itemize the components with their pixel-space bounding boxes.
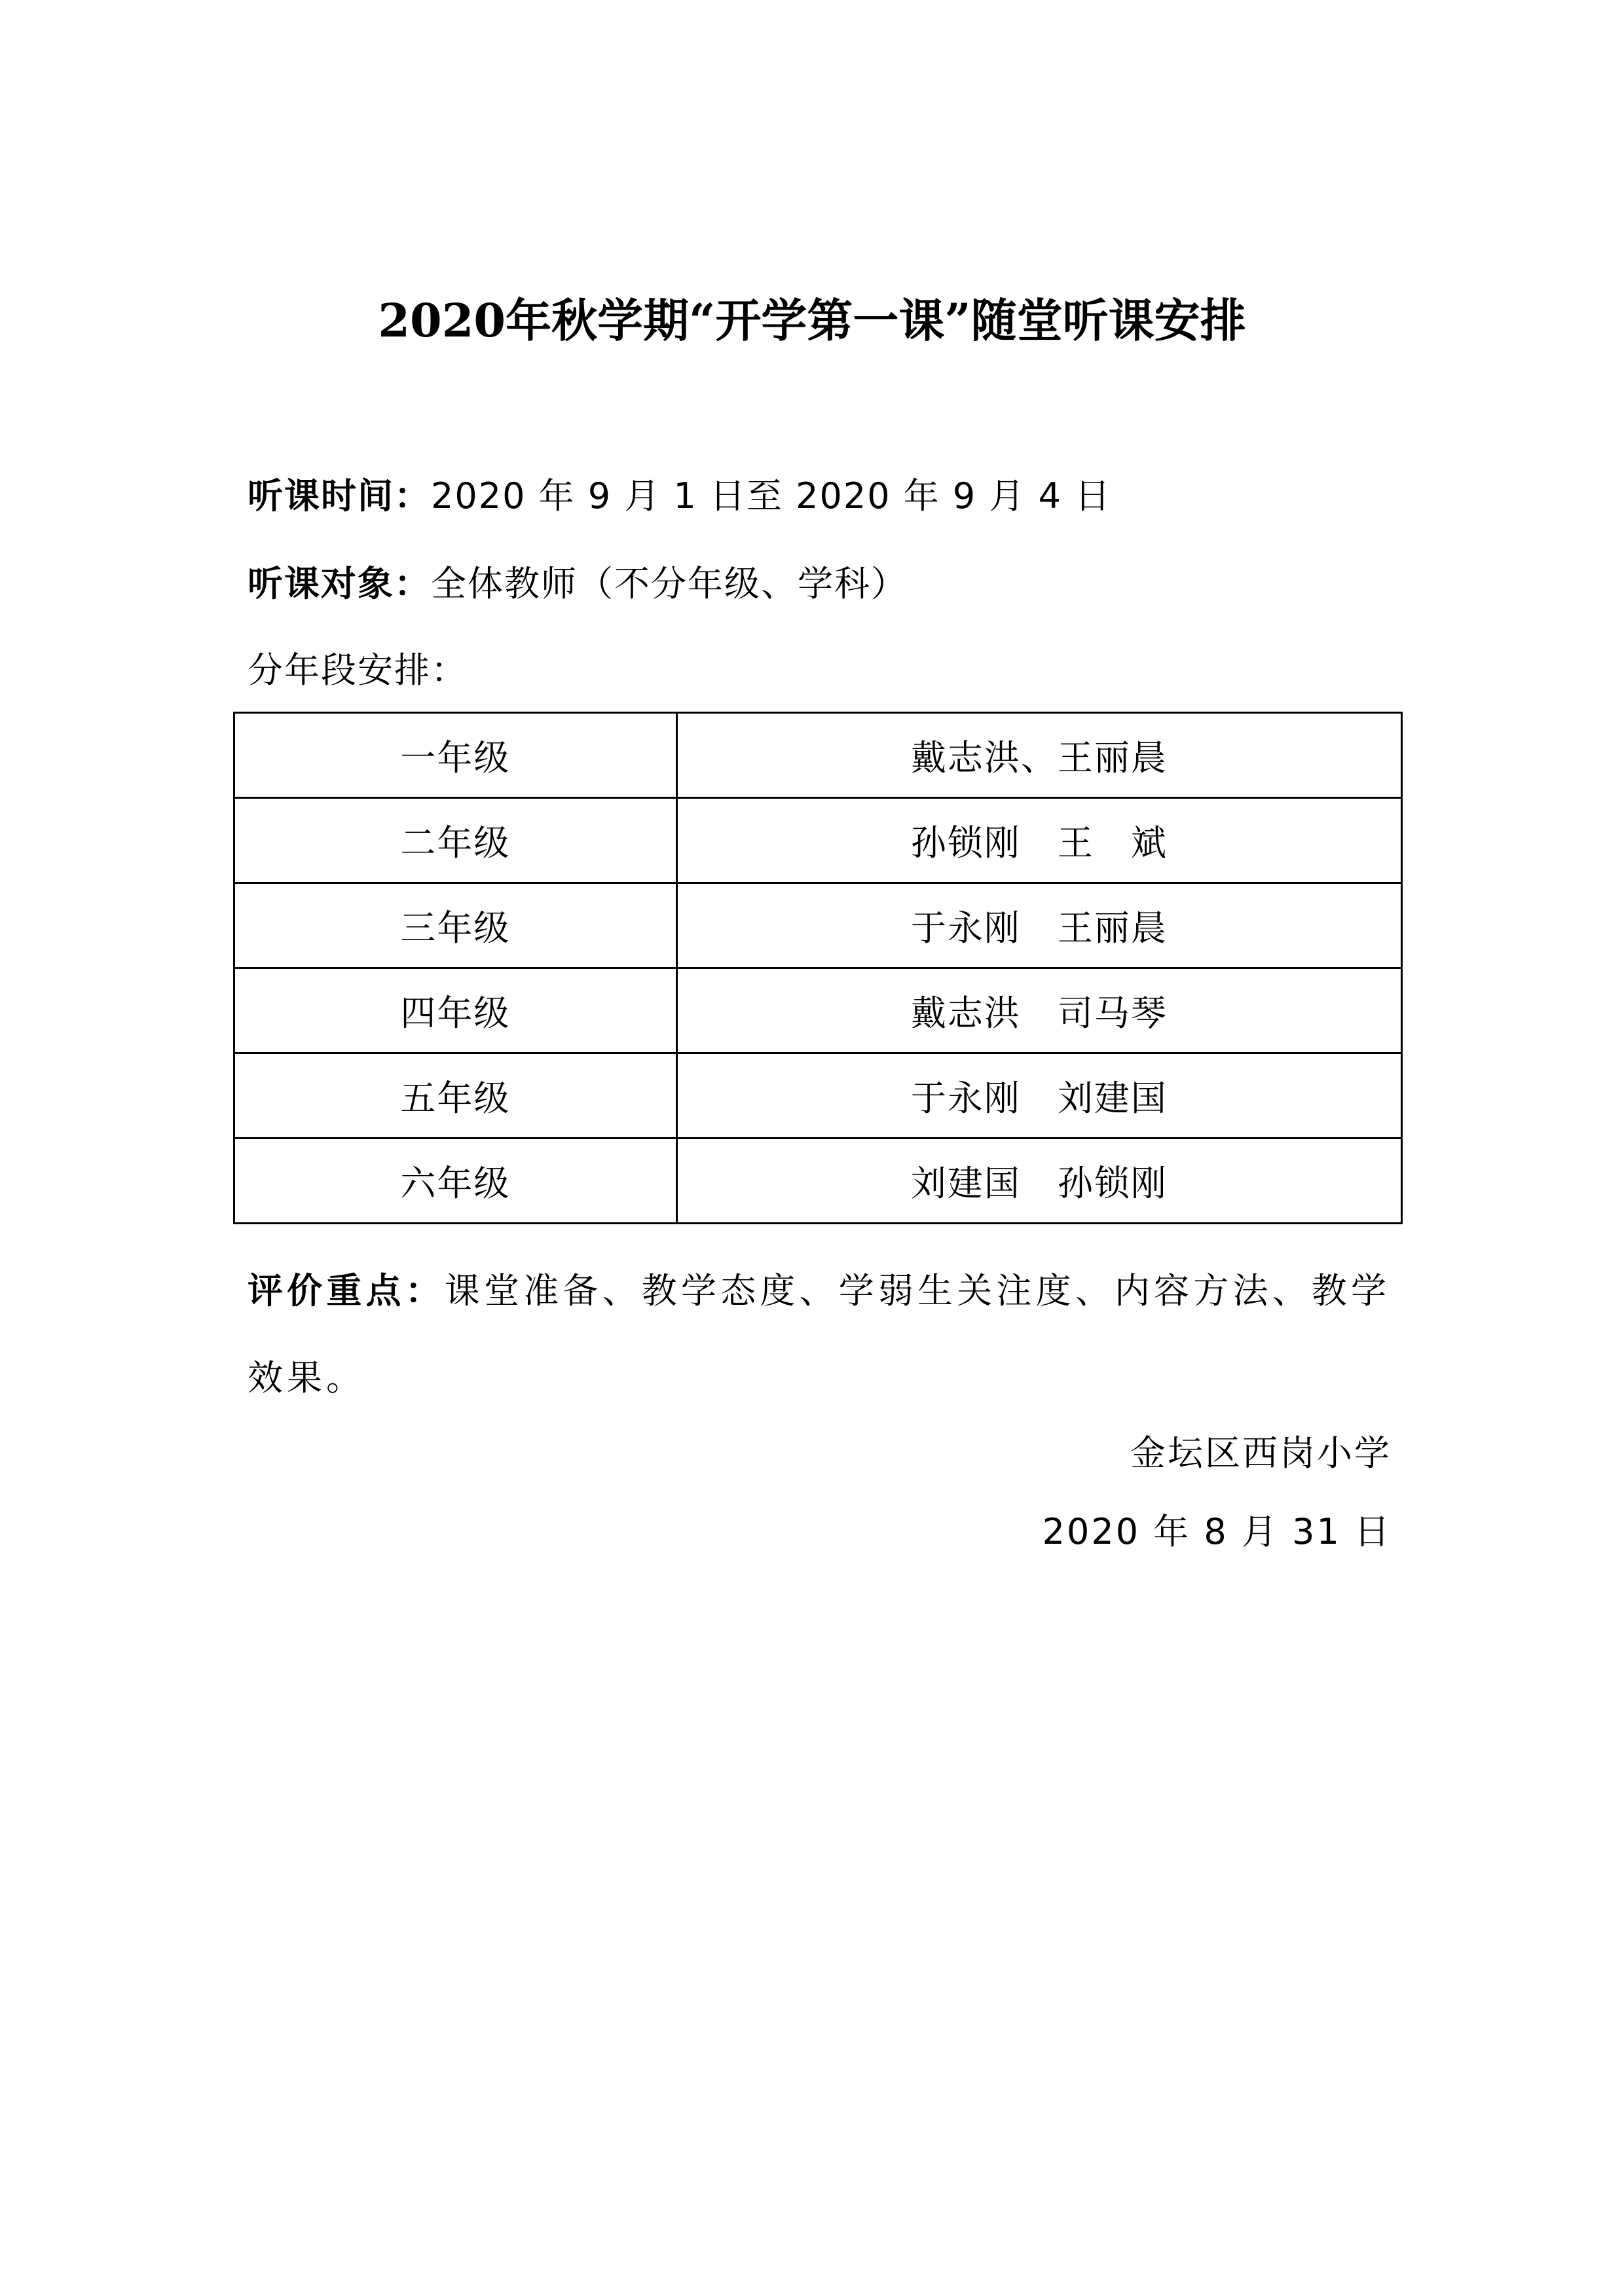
lecture-time-value: 2020 年 9 月 1 日至 2020 年 9 月 4 日	[431, 475, 1112, 517]
table-row	[234, 883, 1402, 968]
grade-cell: 二年级	[234, 798, 677, 883]
schedule-table	[233, 712, 1403, 1224]
lecture-time-label: 听课时间：	[248, 475, 431, 517]
table-row	[234, 1139, 1402, 1224]
grade-arrangement-label: 分年段安排：	[248, 649, 468, 691]
teachers-cell: 戴志洪、王丽晨	[676, 713, 1401, 798]
lecture-target-label: 听课对象：	[248, 563, 431, 604]
grade-arrangement-heading	[248, 644, 468, 697]
evaluation-label: 评价重点：	[248, 1270, 445, 1311]
teachers-cell: 戴志洪 司马琴	[676, 968, 1401, 1053]
grade-cell: 五年级	[234, 1053, 677, 1139]
teachers-cell: 孙锁刚 王 斌	[676, 798, 1401, 883]
teachers-cell: 刘建国 孙锁刚	[676, 1139, 1401, 1224]
lecture-target-line	[248, 558, 908, 610]
grade-cell: 六年级	[234, 1139, 677, 1224]
table-row	[234, 713, 1402, 798]
evaluation-value: 课堂准备、教学态度、学弱生关注度、内容方法、教学效果。	[248, 1270, 1391, 1398]
signature-date: 2020 年 8 月 31 日	[1042, 1511, 1392, 1552]
grade-cell: 三年级	[234, 883, 677, 968]
grade-cell: 四年级	[234, 968, 677, 1053]
lecture-time-line	[248, 470, 1111, 522]
page-title: 2020年秋学期“开学第一课”随堂听课安排	[378, 293, 1246, 348]
signature-organization: 金坛区西岗小学	[1130, 1432, 1392, 1474]
teachers-cell: 于永刚 王丽晨	[676, 883, 1401, 968]
grade-cell: 一年级	[234, 713, 677, 798]
table-row	[234, 968, 1402, 1053]
table-row	[234, 1053, 1402, 1139]
teachers-cell: 于永刚 刘建国	[676, 1053, 1401, 1139]
evaluation-focus	[248, 1247, 1390, 1421]
lecture-target-value: 全体教师（不分年级、学科）	[431, 563, 908, 604]
table-row	[234, 798, 1402, 883]
